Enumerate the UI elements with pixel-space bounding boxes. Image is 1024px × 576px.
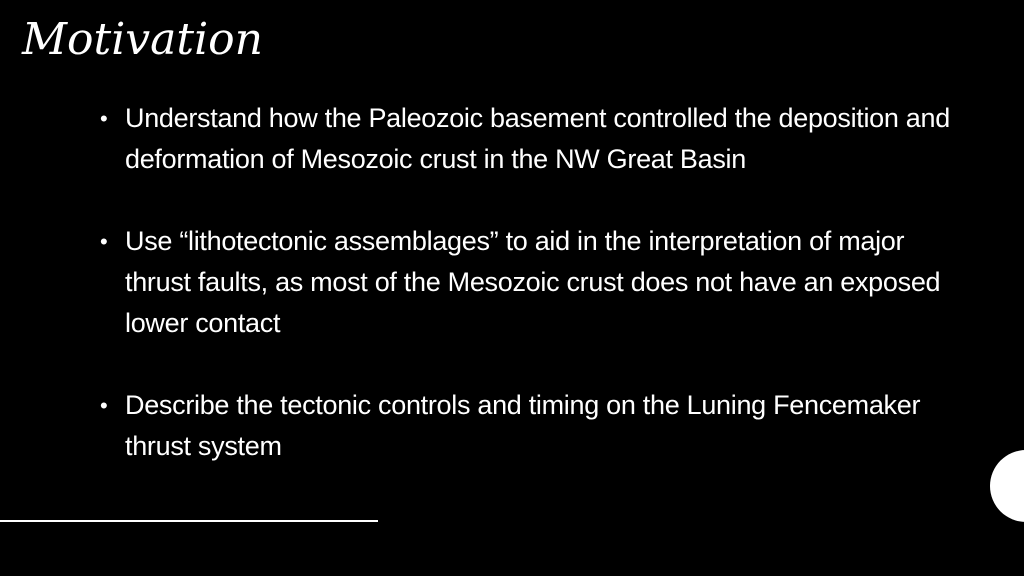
slide-title: Motivation xyxy=(22,14,263,65)
bullet-list xyxy=(100,98,970,467)
bullet-item xyxy=(100,98,970,180)
bullet-marker: • xyxy=(100,106,108,131)
bullet-item xyxy=(100,221,970,344)
bullet-text: Understand how the Paleozoic basement controlled the deposition and deformation of Mesozoic crust in the NW Great Basin xyxy=(125,103,950,174)
bullet-marker: • xyxy=(100,229,108,254)
bullet-text: Use “lithotectonic assemblages” to aid in the interpretation of major thrust faults, as most of the Mesozoic crust does not have an exposed lower contact xyxy=(125,226,941,338)
decorative-circle xyxy=(990,450,1024,522)
bullet-item xyxy=(100,385,970,467)
bullet-marker: • xyxy=(100,393,108,418)
decorative-divider-line xyxy=(0,520,378,522)
bullet-text: Describe the tectonic controls and timing on the Luning Fencemaker thrust system xyxy=(125,390,921,461)
